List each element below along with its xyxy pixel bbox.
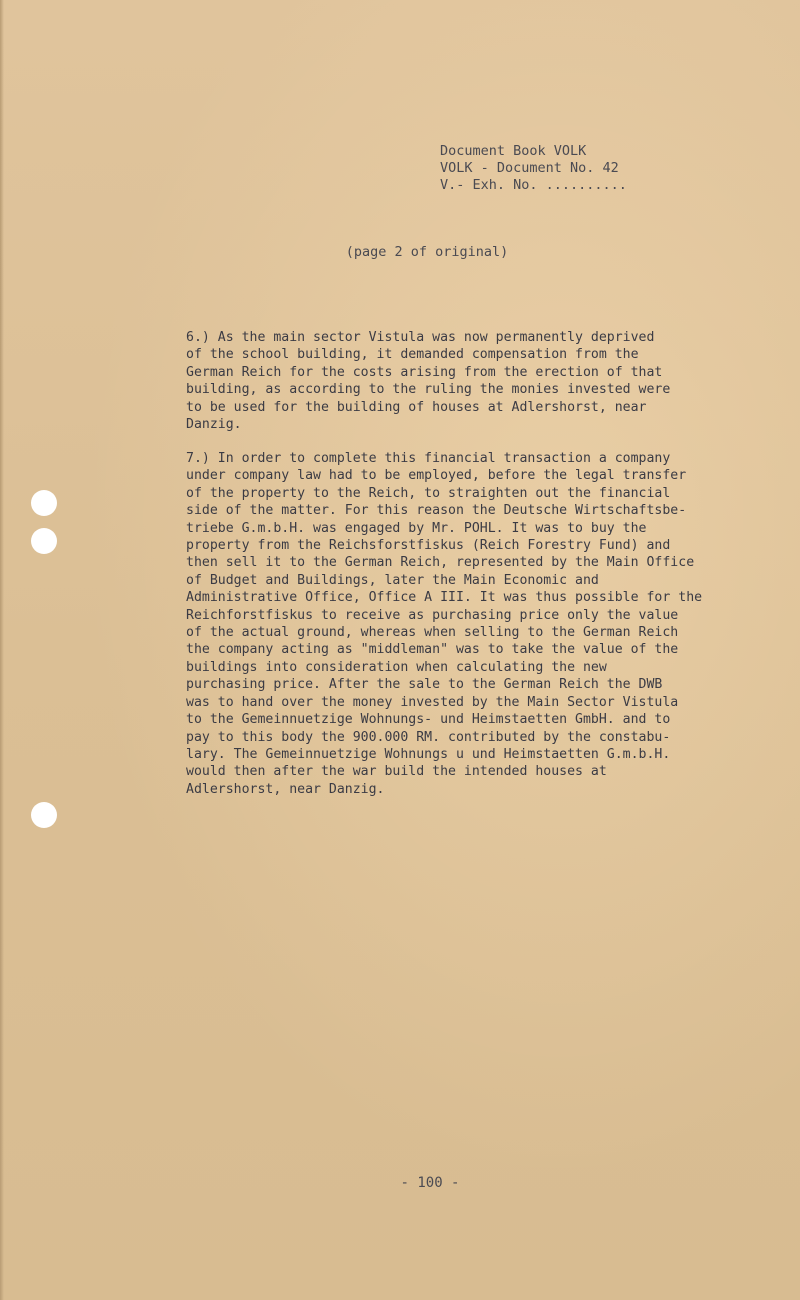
punch-hole-top: [31, 490, 57, 516]
page-edge: [0, 0, 4, 1300]
paragraph-6: 6.) As the main sector Vistula was now permanently deprived of the school building, it demanded compensation from the German Reich for the costs arising from the erection of that building, as according to the ruling the monies invested were to be used for the building of houses at Adlershorst, near Danzig.: [186, 330, 671, 433]
page-number: - 100 -: [400, 1175, 460, 1191]
paragraph-7: 7.) In order to complete this financial transaction a company under company law had to be employed, before the legal transfer of the property to the Reich, to straighten out the financial side of the matter. For this reason the Deutsche Wirtschaftsbe- triebe G.m.b.H. was engaged by Mr. POHL. It was to buy the property from the Reichsforstfiskus (Reich Forestry Fund) and then sell it to the German Reich, represented by the Main Office of Budget and Buildings, later the Main Economic and Administrative Office, Office A III. It was thus possible for the Reichforstfiskus to receive as purchasing price only the value of the actual ground, whereas when selling to the German Reich the company acting as "middleman" was to take the value of the buildings into consideration when calculating the new purchasing price. After the sale to the German Reich the DWB was to hand over the money invested by the Main Sector Vistula to the Gemeinnuetzige Wohnungs- und Heimstaetten GmbH. and to pay to this body the 900.000 RM. contributed by the constabu- lary. The Gemeinnuetzige Wohnungs u und Heimstaetten G.m.b.H. would then after the war build the intended houses at Adlershorst, near Danzig.: [186, 451, 703, 797]
page-note: (page 2 of original): [345, 244, 509, 260]
punch-hole-middle: [31, 528, 57, 554]
punch-hole-bottom: [31, 802, 57, 828]
document-reference-header: Document Book VOLK VOLK - Document No. 42 V.- Exh. No. ..........: [440, 143, 627, 193]
